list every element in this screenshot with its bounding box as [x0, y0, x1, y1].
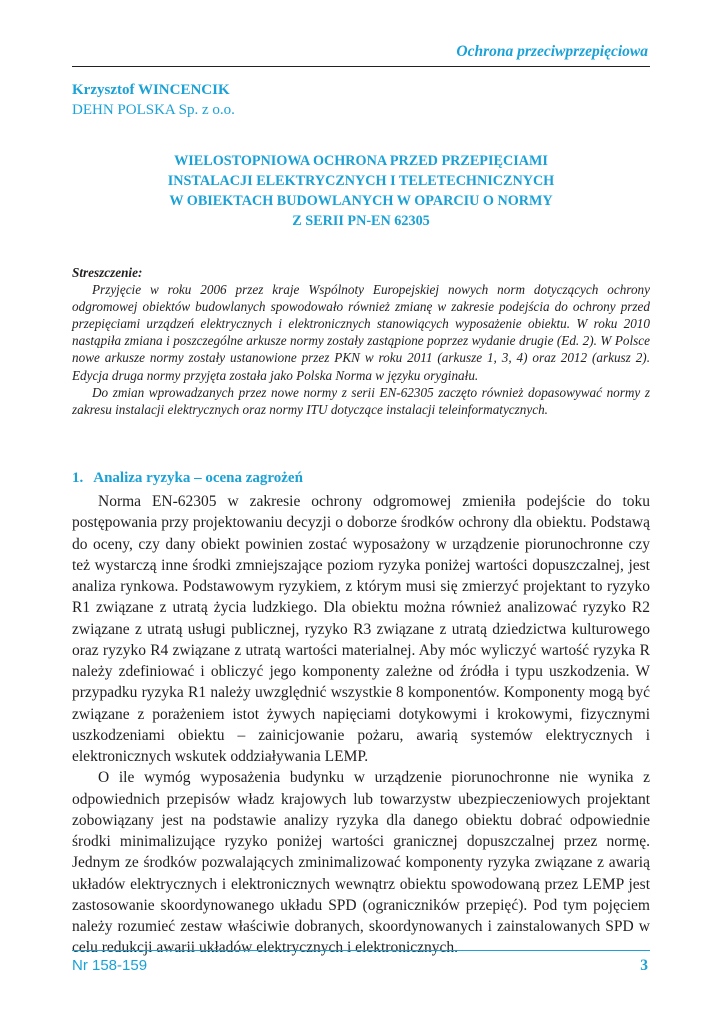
- section-title: Ochrona przeciwprzepięciowa: [456, 43, 648, 60]
- title-line: WIELOSTOPNIOWA OCHRONA PRZED PRZEPIĘCIAMI: [174, 153, 548, 169]
- body-paragraph: O ile wymóg wyposażenia budynku w urządzenie piorunochronne nie wynika z odpowiednich przepisów władz krajowych lub towarzystw ubezpieczeniowych projektant zobowiązany jest na podstawie analizy ryzyka dla danego obiektu dobrać odpowiednie środki minimalizujące ryzyko poniżej wartości granicznej dopuszczalnej przez normę. Jednym ze środków pozwalających zminimalizować komponenty ryzyka związane z awarią układów elektrycznych i elektronicznych wewnątrz obiektu spowodowaną przez LEMP jest zastosowanie skoordynowanego układu SPD (ograniczników przepięć). Pod tym pojęciem należy rozumieć zestaw właściwie dobranych, skoordynowanych i zainstalowanych SPD w celu redukcji awarii układów elektrycznych i elektronicznych.: [72, 769, 650, 957]
- page-number: 3: [640, 957, 648, 974]
- article-title: [72, 151, 650, 231]
- issue-number: Nr 158-159: [72, 957, 148, 974]
- author-block: [72, 80, 235, 120]
- body-text: [72, 491, 650, 959]
- author-name: Krzysztof WINCENCIK: [72, 82, 230, 98]
- author-affiliation: DEHN POLSKA Sp. z o.o.: [72, 102, 235, 118]
- abstract-label: Streszczenie:: [72, 265, 143, 280]
- abstract-paragraph: Przyjęcie w roku 2006 przez kraje Wspólnoty Europejskiej nowych norm dotyczących ochrony odgromowej obiektów budowlanych spowodowało również zmianę w zakresie podejścia do ochrony przed przepięciami urządzeń elektrycznych i elektronicznych stanowiących wyposażenie obiektu. W roku 2010 nastąpiła zmiana i poszczególne arkusze normy zostały zastąpione poprzez wydanie drugie (Ed. 2). W Polsce nowe arkusze normy zostały ustanowione przez PKN w roku 2011 (arkusze 1, 3, 4) oraz 2012 (arkusz 2). Edycja druga normy przyjęta została jako Polska Norma w języku oryginału.: [72, 282, 650, 383]
- abstract: [72, 264, 650, 418]
- body-paragraph: Norma EN-62305 w zakresie ochrony odgromowej zmieniła podejście do toku postępowania przy projektowaniu decyzji o doborze środków ochrony dla obiektu. Podstawą do oceny, czy dany obiekt powinien zostać wyposażony w urządzenie piorunochronne czy też wystarczą inne środki zmniejszające poziom ryzyka poniżej wartości dopuszczalnej, jest analiza rynkowa. Podstawowym ryzykiem, z którym musi się zmierzyć projektant to ryzyko R1 związane z utratą życia ludzkiego. Dla obiektu można również analizować ryzyko R2 związane z utratą usługi publicznej, ryzyko R3 związane z utratą dziedzictwa kulturowego oraz ryzyko R4 związane z utratą wartości materialnej. Aby móc wyliczyć wartość ryzyka R należy zdefiniować i obliczyć jego komponenty zależne od źródła i typu uszkodzenia. W przypadku ryzyka R1 należy uwzględnić wszystkie 8 komponentów. Komponenty mogą być związane z porażeniem istot żywych napięciami dotykowymi i krokowymi, fizycznymi uszkodzeniami obiektu – zainicjowanie pożaru, awarią systemów elektrycznych i elektronicznych wskutek oddziaływania LEMP.: [72, 493, 650, 765]
- title-line: W OBIEKTACH BUDOWLANYCH W OPARCIU O NORMY: [169, 193, 553, 209]
- title-line: Z SERII PN-EN 62305: [292, 213, 430, 229]
- title-line: INSTALACJI ELEKTRYCZNYCH I TELETECHNICZNYCH: [167, 173, 555, 189]
- page-header: [72, 38, 650, 67]
- abstract-paragraph: Do zmian wprowadzanych przez nowe normy z serii EN-62305 zaczęto również dopasowywać normy z zakresu instalacji elektrycznych oraz normy ITU dotyczące instalacji teleinformatycznych.: [72, 384, 650, 417]
- section-heading-text: Analiza ryzyka – ocena zagrożeń: [93, 470, 303, 486]
- page-footer: [72, 950, 650, 979]
- section-number: 1.: [72, 470, 84, 486]
- section-heading: [72, 470, 303, 487]
